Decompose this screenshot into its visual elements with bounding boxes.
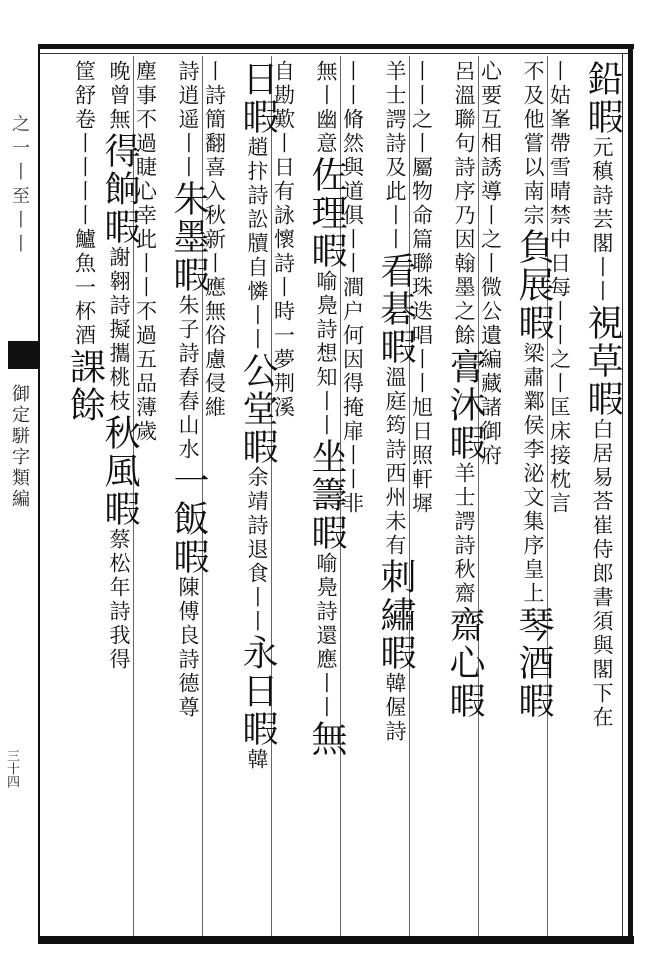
page-margin <box>0 44 38 944</box>
entry-heading: 琴酒暇 <box>513 606 554 720</box>
entry-heading: 佐理暇 <box>306 156 347 270</box>
text-column <box>237 60 277 772</box>
text-column <box>582 60 622 730</box>
entry-text: 丨丨脩然與道俱 <box>340 60 365 228</box>
entry-text: 陳傅良詩德尊 <box>176 576 200 720</box>
entry-text: 謝翱詩擬攜桃枝 <box>107 246 131 414</box>
entry-text: 丨丨澗户何因得掩扉 <box>340 228 365 444</box>
entry-text: 喻鳧詩還應丨丨 <box>314 552 338 720</box>
entry-heading: 視草暇 <box>582 304 623 418</box>
entry-text: 不過五品薄歲 <box>133 300 158 444</box>
entry-text: 丨丨之丨屬物命篇聯珠迭唱 <box>409 60 434 348</box>
entry-text: 白居易荅崔侍郎書須與閣下在 <box>590 418 614 730</box>
entry-heading: 膏沐暇 <box>444 348 485 462</box>
entry-text: 羊士諤詩秋齋 <box>452 462 476 606</box>
entry-heading: 得餉暇 <box>99 132 140 246</box>
entry-text: 丨時一夢荆溪 <box>271 276 296 420</box>
entry-text: 丨丨鱸魚一杯酒 <box>72 180 97 348</box>
entry-text: 心幸此丨丨 <box>133 180 158 300</box>
entry-text: 喻鳧詩想知丨丨 <box>314 270 338 438</box>
entry-text: 丨日有詠懷詩 <box>271 132 296 276</box>
text-column <box>168 60 208 720</box>
entry-text: 禁中日每丨丨之丨匡床接枕言 <box>547 204 572 516</box>
text-column <box>513 60 553 720</box>
frame-right-inner-border <box>622 54 623 940</box>
entry-heading: 刺繡暇 <box>375 558 416 672</box>
fishtail-mark <box>8 341 38 369</box>
entry-heading: 坐籌暇 <box>306 438 347 552</box>
entry-heading: 鉛暇 <box>582 60 623 136</box>
entry-text: 丨應無俗慮侵 <box>202 252 227 396</box>
entry-heading: 日暇 <box>237 60 278 136</box>
frame-left-border <box>38 44 40 944</box>
entry-heading: 看碁暇 <box>375 252 416 366</box>
entry-text: 丨丨非 <box>340 444 365 516</box>
entry-text: 無丨幽意 <box>314 60 338 156</box>
entry-heading: 負展暇 <box>513 228 554 342</box>
entry-heading: 課餘 <box>64 348 106 424</box>
entry-text: 自勘歎 <box>271 60 296 132</box>
text-column <box>65 60 105 424</box>
entry-text: 羊士諤詩及此丨丨 <box>383 60 407 252</box>
entry-heading: 永日暇 <box>237 634 278 748</box>
entry-text: 丨丨 <box>590 256 614 304</box>
entry-heading: 秋風暇 <box>99 414 140 528</box>
entry-heading: 公堂暇 <box>237 352 278 466</box>
frame-top-border <box>38 44 634 49</box>
frame-bottom-border <box>38 936 634 944</box>
entry-text: 趙抃詩訟牘自憐丨丨 <box>245 136 269 352</box>
text-column <box>375 60 415 744</box>
entry-heading: 齋心暇 <box>444 606 485 720</box>
entry-text: 元稹詩芸閣 <box>590 136 614 256</box>
entry-heading: 一飯暇 <box>168 462 209 576</box>
page-number: 三十四 <box>4 749 19 788</box>
entry-text: 晚曾無 <box>107 60 131 132</box>
entry-text: 朱子詩舂舂山水 <box>176 294 200 462</box>
entry-text: 塵事不過睫 <box>133 60 158 180</box>
entry-heading: 無 <box>306 720 347 758</box>
entry-text: 丨詩簡翻喜入秋新 <box>202 60 227 252</box>
frame-top-inner-border <box>38 53 628 54</box>
book-title: 御定駢字類編 <box>9 384 30 510</box>
entry-text: 余靖詩退食丨丨 <box>245 466 269 634</box>
entry-text: 呂溫聯句詩序乃因翰墨之餘 <box>452 60 476 348</box>
entry-text: 蔡松年詩我得 <box>107 528 131 672</box>
entry-text: 不及他嘗以南宗 <box>521 60 545 228</box>
entry-text: 筐舒卷丨丨 <box>72 60 97 180</box>
entry-text: 心要互相誘導 <box>478 60 503 204</box>
text-column <box>444 60 484 720</box>
entry-text: 丨丨旭日照軒墀 <box>409 348 434 516</box>
entry-text: 維 <box>202 396 227 420</box>
entry-heading: 朱墨暇 <box>168 180 209 294</box>
entry-text: 韓偓詩 <box>383 672 407 744</box>
entry-text: 梁肅鄴侯李泌文集序皇上 <box>521 342 545 606</box>
entry-text: 丨姑峯帶雪晴 <box>547 60 572 204</box>
text-column <box>306 60 346 758</box>
margin-top-chars: 之一丨至丨丨 <box>9 114 30 258</box>
entry-text: 丨之丨微公遺編藏諸御府 <box>478 204 503 468</box>
frame-right-border <box>628 44 633 944</box>
entry-text: 韓 <box>245 748 269 772</box>
entry-text: 詩逍遥丨丨 <box>176 60 200 180</box>
entry-text: 溫庭筠詩西州未有 <box>383 366 407 558</box>
